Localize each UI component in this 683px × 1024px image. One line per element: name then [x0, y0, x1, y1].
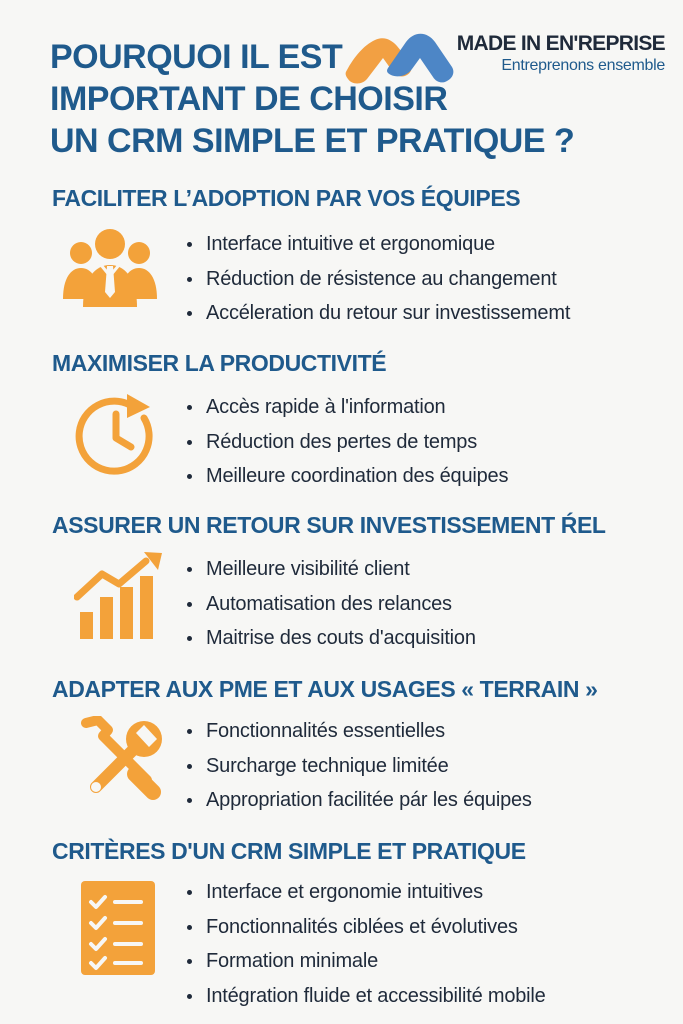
title-line: POURQUOI IL EST [50, 38, 343, 76]
bullet-list [186, 552, 656, 656]
title-line: UN CRM SIMPLE ET PRATIQUE ? [50, 122, 575, 160]
bullet-item: Interface et ergonomie intuitives [186, 875, 656, 910]
bullet-item: Appropriation facilitée pár les équipes [186, 783, 656, 818]
section-heading: ASSURER UN RETOUR SUR INVESTISSEMENT ŔEL [52, 512, 606, 538]
bullet-list [186, 227, 656, 331]
brand-logo [344, 26, 670, 86]
team-icon [58, 223, 162, 323]
bullet-list [186, 714, 656, 818]
bullet-item: Fonctionnalités essentielles [186, 714, 656, 749]
growth-chart-icon [74, 552, 166, 644]
bullet-item: Automatisation des relances [186, 587, 656, 622]
bullet-item: Accès rapide à l'information [186, 390, 656, 425]
bullet-list [186, 390, 656, 494]
bullet-list [186, 875, 656, 1013]
checklist-icon [79, 878, 157, 978]
bullet-item: Réduction de résistence au changement [186, 262, 656, 297]
bullet-item: Maitrise des couts d'acquisition [186, 621, 656, 656]
bullet-item: Accéleration du retour sur investissememt [186, 296, 656, 331]
bullet-item: Réduction des pertes de temps [186, 425, 656, 460]
logo-brand-name: MADE IN EN'REPRISE [456, 32, 665, 55]
bullet-item: Surcharge technique limitée [186, 749, 656, 784]
section-heading: ADAPTER AUX PME ET AUX USAGES « TERRAIN » [52, 676, 598, 702]
bullet-item: Meilleure coordination des équipes [186, 459, 656, 494]
bullet-item: Interface intuitive et ergonomique [186, 227, 656, 262]
bullet-item: Formation minimale [186, 944, 656, 979]
logo-tagline: Entreprenons ensemble [501, 57, 665, 74]
bullet-item: Meilleure visibilité client [186, 552, 656, 587]
bullet-item: Fonctionnalités ciblées et évolutives [186, 910, 656, 945]
made-in-entreprise-logo-icon [344, 26, 456, 86]
tools-icon [78, 716, 170, 808]
bullet-item: Intégration fluide et accessibilité mobile [186, 979, 656, 1014]
section-heading: FACILITER L’ADOPTION PAR VOS ÉQUIPES [52, 185, 521, 211]
section-heading: MAXIMISER LA PRODUCTIVITÉ [52, 350, 387, 376]
section-heading: CRITÈRES D'UN CRM SIMPLE ET PRATIQUE [52, 838, 526, 864]
clock-icon [70, 390, 162, 482]
title-line: IMPORTANT DE CHOISIR [50, 80, 448, 118]
